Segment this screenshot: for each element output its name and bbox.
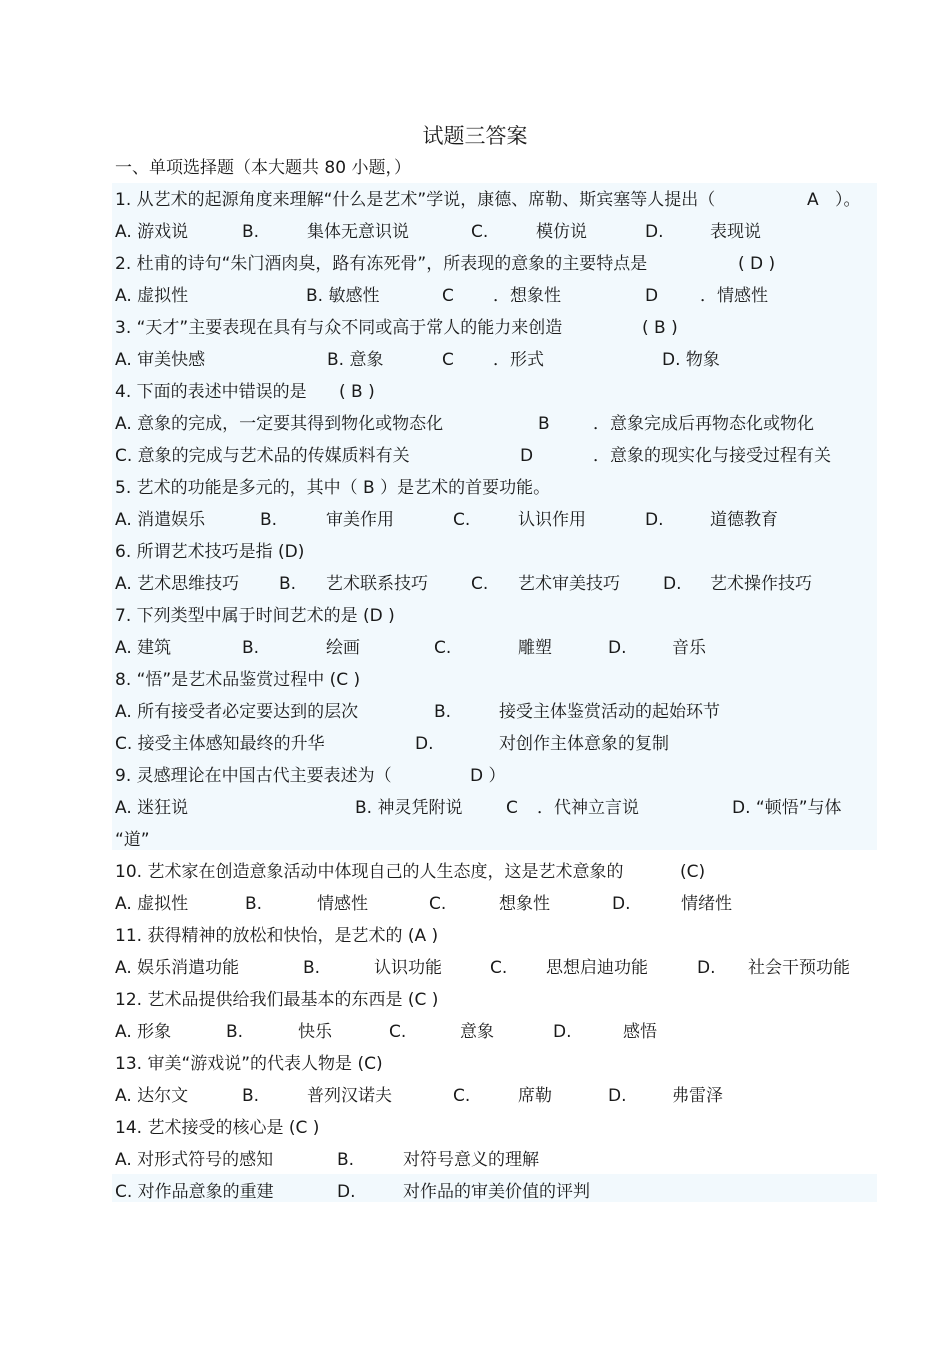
option: C. 对作品意象的重建: [115, 1182, 274, 1202]
option: C. 意象的完成与艺术品的传媒质料有关: [115, 446, 410, 466]
option: 感悟: [623, 1022, 657, 1042]
answer: D ）: [470, 766, 506, 786]
question-text: 4. 下面的表述中错误的是: [115, 382, 307, 402]
option: B. 意象: [327, 350, 384, 370]
question-text: 11. 获得精神的放松和快怡，是艺术的 (A ): [115, 926, 439, 946]
option: D.: [608, 638, 627, 658]
option: B.: [242, 1086, 260, 1106]
option: C: [442, 286, 454, 306]
question-text: 5. 艺术的功能是多元的，其中（ B ）是艺术的首要功能。: [115, 478, 551, 498]
option: C.: [389, 1022, 407, 1042]
option: 意象: [460, 1022, 494, 1042]
option: B.: [226, 1022, 244, 1042]
option: A. 建筑: [115, 638, 172, 658]
option: B: [538, 414, 550, 434]
question-text: 1. 从艺术的起源角度来理解“什么是艺术”学说，康德、席勒、斯宾塞等人提出（: [115, 190, 716, 210]
option: D.: [645, 510, 664, 530]
option: B. 敏感性: [306, 286, 380, 306]
option: A. 虚拟性: [115, 286, 189, 306]
question-text: 13. 审美“游戏说”的代表人物是 (C): [115, 1054, 383, 1074]
option: C: [506, 798, 518, 818]
option: 对作品的审美价值的评判: [403, 1182, 590, 1202]
answer: ( B ): [339, 382, 375, 402]
option: D. 物象: [662, 350, 720, 370]
option: 对符号意义的理解: [403, 1150, 539, 1170]
option: 认识作用: [518, 510, 586, 530]
option: D: [645, 286, 659, 306]
option: ．形式: [493, 350, 544, 370]
option: 审美作用: [326, 510, 394, 530]
question-text: 12. 艺术品提供给我们最基本的东西是 (C ): [115, 990, 439, 1010]
option: 艺术操作技巧: [710, 574, 812, 594]
option: B.: [303, 958, 321, 978]
question-text: 14. 艺术接受的核心是 (C ): [115, 1118, 320, 1138]
option: B.: [242, 638, 260, 658]
option: 集体无意识说: [307, 222, 409, 242]
option: D.: [645, 222, 664, 242]
option: 绘画: [326, 638, 360, 658]
question-text: 7. 下列类型中属于时间艺术的是 (D ): [115, 606, 395, 626]
option: C: [442, 350, 454, 370]
option: 想象性: [499, 894, 550, 914]
option: B.: [279, 574, 297, 594]
option: B. 神灵凭附说: [355, 798, 463, 818]
question-text: 3. “天才”主要表现在具有与众不同或高于常人的能力来创造: [115, 318, 563, 338]
option: A. 游戏说: [115, 222, 189, 242]
option: B.: [337, 1150, 355, 1170]
section-heading: 一、单项选择题（本大题共 80 小题，）: [115, 158, 411, 178]
option: 社会干预功能: [748, 958, 850, 978]
option: A. 意象的完成，一定要其得到物化或物态化: [115, 414, 444, 434]
option: A. 所有接受者必定要达到的层次: [115, 702, 359, 722]
answer: A: [807, 190, 819, 210]
option: 艺术联系技巧: [326, 574, 428, 594]
option: D: [520, 446, 534, 466]
option: A. 形象: [115, 1022, 172, 1042]
option: 情绪性: [681, 894, 732, 914]
option: 席勒: [518, 1086, 552, 1106]
option: 音乐: [672, 638, 706, 658]
answer: ( D ): [738, 254, 776, 274]
option: C. 接受主体感知最终的升华: [115, 734, 325, 754]
question-text: 8. “悟”是艺术品鉴赏过程中 (C ): [115, 670, 361, 690]
page-title: 试题三答案: [422, 124, 528, 148]
answer: ( B ): [642, 318, 678, 338]
option: D.: [663, 574, 682, 594]
option: 普列汉诺夫: [307, 1086, 392, 1106]
option: B.: [245, 894, 263, 914]
question-text: 9. 灵感理论在中国古代主要表述为（: [115, 766, 392, 786]
option: 表现说: [710, 222, 761, 242]
option: A. 对形式符号的感知: [115, 1150, 274, 1170]
option: D.: [612, 894, 631, 914]
option: A. 虚拟性: [115, 894, 189, 914]
option: C.: [471, 222, 489, 242]
option: C.: [490, 958, 508, 978]
option: A. 迷狂说: [115, 798, 189, 818]
option: D.: [553, 1022, 572, 1042]
option: ．意象的现实化与接受过程有关: [593, 446, 831, 466]
question-text: 2. 杜甫的诗句“朱门酒肉臭，路有冻死骨”，所表现的意象的主要特点是: [115, 254, 648, 274]
option: A. 消遣娱乐: [115, 510, 206, 530]
option: B.: [242, 222, 260, 242]
answer: (C): [680, 862, 706, 882]
option: 雕塑: [518, 638, 552, 658]
option: C.: [429, 894, 447, 914]
option: 认识功能: [374, 958, 442, 978]
option: A. 审美快感: [115, 350, 206, 370]
option: ．情感性: [700, 286, 768, 306]
option: D.: [337, 1182, 356, 1202]
option: 艺术审美技巧: [518, 574, 620, 594]
option: B.: [434, 702, 452, 722]
option: B.: [260, 510, 278, 530]
option: D.: [608, 1086, 627, 1106]
option: A. 艺术思维技巧: [115, 574, 240, 594]
option: 道德教育: [710, 510, 778, 530]
option: 弗雷泽: [672, 1086, 723, 1106]
option: 对创作主体意象的复制: [499, 734, 669, 754]
question-text: 10. 艺术家在创造意象活动中体现自己的人生态度，这是艺术意象的: [115, 862, 624, 882]
option: A. 娱乐消遣功能: [115, 958, 240, 978]
option: A. 达尔文: [115, 1086, 189, 1106]
option: 情感性: [317, 894, 368, 914]
option: ．意象完成后再物态化或物化: [593, 414, 814, 434]
question-close: ）。: [835, 190, 861, 210]
option: 模仿说: [536, 222, 587, 242]
option: C.: [434, 638, 452, 658]
question-text: 6. 所谓艺术技巧是指 (D): [115, 542, 305, 562]
option: C.: [453, 1086, 471, 1106]
option: 接受主体鉴赏活动的起始环节: [499, 702, 720, 722]
option: C.: [471, 574, 489, 594]
option: ．代神立言说: [537, 798, 639, 818]
options-9-wrap: “道”: [115, 830, 150, 850]
option: C.: [453, 510, 471, 530]
option: D.: [415, 734, 434, 754]
option: 快乐: [298, 1022, 332, 1042]
option: D.: [697, 958, 716, 978]
option: D. “顿悟”与体: [732, 798, 842, 818]
option: ．想象性: [493, 286, 561, 306]
option: 思想启迪功能: [546, 958, 648, 978]
